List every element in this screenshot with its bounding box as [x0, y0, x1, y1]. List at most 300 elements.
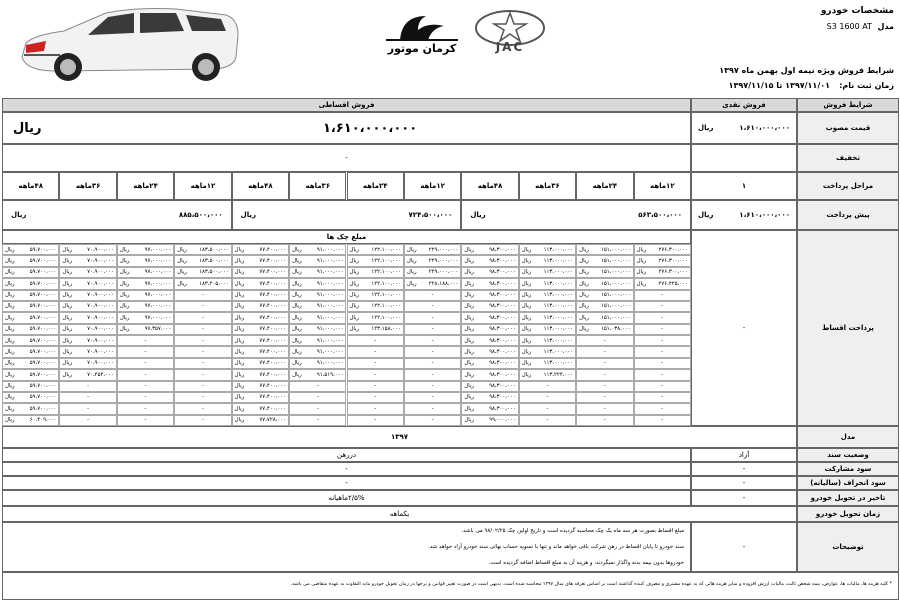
rial-unit: ریال	[349, 280, 360, 287]
empty-dash: -	[431, 326, 434, 333]
rial-unit: ریال	[636, 257, 647, 264]
cheque-amount: ۹۷،۰۰۰،۰۰۰	[144, 280, 172, 287]
cheque-amount: ۷۷،۴۰۰،۰۰۰	[259, 292, 287, 298]
cheque-amount: ۱۲۲،۱۰۰،۰۰۰	[371, 314, 401, 321]
cheque-amount: ۷۰،۹۰۰،۰۰۰	[87, 246, 114, 253]
empty-dash: -	[374, 383, 377, 389]
cheque-amount: ۹۱،۰۰۰،۰۰۰	[316, 269, 344, 276]
rial-unit: ریال	[5, 371, 15, 378]
month-option: ۱۲ماهه	[174, 172, 231, 200]
cheque-cell	[634, 346, 691, 357]
month-option: ۴۸ماهه	[232, 172, 289, 200]
rial-unit: ریال	[406, 280, 417, 287]
cheque-amount: ۹۸،۳۰۰،۰۰۰	[489, 394, 516, 401]
cheque-cell	[519, 346, 576, 357]
cheque-amount: ۱۱۳،۰۰۰،۰۰۰	[543, 246, 574, 253]
cheque-amount: ۱۱۳،۰۰۰،۰۰۰	[543, 360, 574, 367]
cheque-cell	[59, 278, 116, 289]
rial-unit: ریال	[292, 269, 302, 276]
cheque-cell	[289, 346, 346, 357]
cheque-cell	[347, 312, 404, 323]
cheque-amount: ۱۵۱،۰۰۰،۰۰۰	[601, 303, 631, 310]
cheque-amount: ۱۱۳،۰۰۰،۰۰۰	[543, 269, 574, 276]
empty-dash: -	[201, 348, 204, 355]
cheque-cell	[576, 301, 633, 312]
cheque-cell	[59, 312, 116, 323]
cheque-cell	[174, 267, 231, 278]
approved-price-label: قیمت مصوب	[797, 112, 899, 144]
cheque-cell	[117, 346, 174, 357]
cheque-cell	[461, 255, 518, 266]
cheque-amount: ۹۷،۰۰۰،۰۰۰	[144, 269, 172, 276]
cheque-cell	[59, 324, 116, 335]
cheque-amount: ۱۲۲،۱۰۰،۰۰۰	[371, 257, 401, 264]
cheque-cell	[634, 301, 691, 312]
cheque-amount: ۷۷،۴۰۰،۰۰۰	[259, 337, 287, 344]
cheque-cell	[347, 278, 404, 289]
empty-dash: -	[144, 360, 147, 367]
cheque-amount: ۱۱۳،۰۰۰،۰۰۰	[543, 257, 574, 264]
cheque-amount: ۶۰،۴۰۹،۰۰۰	[29, 417, 57, 424]
prepay-value: ۵۶۳،۵۰۰،۰۰۰	[638, 211, 682, 219]
cheque-cell	[461, 301, 518, 312]
cheque-cell	[2, 358, 59, 369]
cheque-cell	[404, 255, 461, 266]
cheque-amount: ۱۱۳،۰۰۰،۰۰۰	[543, 326, 574, 333]
cheque-cell	[404, 312, 461, 323]
notes-cash: -	[691, 522, 797, 572]
rial-unit: ریال	[579, 280, 589, 287]
cheque-cell	[2, 392, 59, 403]
empty-dash: -	[431, 292, 434, 298]
cheque-amount: ۲۷۶،۳۰۰،۰۰۰	[658, 257, 688, 264]
cheque-amount: ۷۷،۴۰۰،۰۰۰	[259, 314, 287, 321]
rial-unit: ریال	[521, 269, 532, 276]
rial-unit: ریال	[464, 383, 474, 389]
installment-price-cell	[2, 112, 691, 144]
cheque-amount: ۱۲۲،۱۰۰،۰۰۰	[371, 269, 401, 276]
cheque-cell	[404, 346, 461, 357]
cheque-amount: ۹۸،۳۰۰،۰۰۰	[489, 246, 516, 253]
rial-unit: ریال	[349, 303, 360, 310]
delivery-value: یکماهه	[2, 506, 797, 522]
cheque-cell	[576, 312, 633, 323]
cheque-cell	[461, 312, 518, 323]
rial-unit: ریال	[5, 314, 15, 321]
cheque-cell	[404, 278, 461, 289]
cheque-amount: ۷۷،۴۰۰،۰۰۰	[259, 257, 287, 264]
cheque-amount: ۵۹،۷۰۰،۰۰۰	[29, 257, 57, 264]
cheque-cell	[576, 335, 633, 346]
empty-dash: -	[201, 383, 204, 389]
rial-unit: ریال	[234, 314, 245, 321]
empty-dash: -	[201, 337, 204, 344]
cheque-amount: ۹۱،۰۰۰،۰۰۰	[316, 348, 344, 355]
cheque-amount: ۹۸،۳۰۰،۰۰۰	[489, 371, 516, 378]
cheque-cell	[519, 267, 576, 278]
cheque-amount: ۱۲۲،۱۰۰،۰۰۰	[371, 303, 401, 310]
cheque-cell	[289, 301, 346, 312]
empty-dash: -	[201, 314, 204, 321]
cheque-cell	[347, 255, 404, 266]
rial-unit: ریال	[464, 348, 474, 355]
doc-status-label: وضعیت سند	[797, 448, 899, 462]
cheque-cell	[59, 392, 116, 403]
cheque-cell	[117, 278, 174, 289]
cheque-cell	[347, 267, 404, 278]
prepay-value: ۷۲۴،۵۰۰،۰۰۰	[408, 211, 453, 219]
cheque-cell	[59, 255, 116, 266]
cheque-amount: ۹۸،۳۰۰،۰۰۰	[489, 257, 516, 264]
cash-price-cell	[691, 112, 797, 144]
rial-unit: ریال	[521, 337, 532, 344]
cheque-amount: ۱۱۳،۰۰۰،۰۰۰	[543, 314, 574, 321]
delay-cash: -	[691, 490, 797, 506]
cheque-amount: ۷۷،۴۰۰،۰۰۰	[259, 303, 287, 310]
installment-price: ۱،۶۱۰،۰۰۰،۰۰۰	[323, 121, 418, 136]
cheque-amount: ۹۷،۰۰۰،۰۰۰	[144, 257, 172, 264]
empty-dash: -	[144, 348, 147, 355]
cheque-amount: ۲۲۹،۰۰۰،۰۰۰	[428, 269, 459, 276]
empty-dash: -	[144, 405, 147, 412]
cheque-amount: ۱۸۳،۵۰۰،۰۰۰	[199, 269, 229, 276]
rial-unit: ریال	[470, 211, 486, 219]
rial-unit: ریال	[62, 246, 73, 253]
cheque-cell	[117, 244, 174, 255]
rial-unit: ریال	[464, 337, 474, 344]
rial-unit: ریال	[62, 348, 73, 355]
cheque-cell	[634, 290, 691, 301]
cheque-cell	[576, 267, 633, 278]
empty-dash: -	[603, 360, 606, 367]
cheque-cell	[461, 290, 518, 301]
cheque-cell	[461, 381, 518, 392]
cheque-amount: ۷۰،۹۰۰،۰۰۰	[87, 326, 114, 333]
cheque-cell	[174, 381, 231, 392]
cheque-amount: ۹۸،۳۰۰،۰۰۰	[489, 360, 516, 367]
col-cash-header: فروش نقدی	[691, 98, 797, 112]
cheque-amount: ۵۹،۷۰۰،۰۰۰	[29, 280, 57, 287]
cheque-cell	[2, 255, 59, 266]
rial-unit: ریال	[119, 246, 130, 253]
rial-unit: ریال	[698, 211, 714, 219]
cheque-amount: ۹۷،۰۰۰،۰۰۰	[144, 303, 172, 310]
cheque-cell	[232, 244, 289, 255]
cheque-cell	[2, 301, 59, 312]
cheque-amount: ۷۰،۹۰۰،۰۰۰	[87, 314, 114, 321]
prepay-group-cell	[232, 200, 462, 230]
rial-unit: ریال	[62, 360, 73, 367]
cheque-amount: ۹۱،۵۱۹،۰۰۰	[316, 371, 344, 378]
empty-dash: -	[374, 417, 377, 424]
cheque-cell	[576, 346, 633, 357]
empty-dash: -	[431, 303, 434, 310]
empty-dash: -	[374, 394, 377, 401]
cheque-cell	[232, 346, 289, 357]
cheque-cell	[634, 312, 691, 323]
cheque-cell	[576, 381, 633, 392]
cash-prepay-cell	[691, 200, 797, 230]
cheque-cell	[59, 267, 116, 278]
empty-dash: -	[661, 383, 664, 389]
doc-status-installment: دررهن	[2, 448, 691, 462]
empty-dash: -	[316, 394, 319, 401]
cheque-cell	[174, 369, 231, 380]
cheque-cell	[232, 369, 289, 380]
cheque-cell	[404, 324, 461, 335]
rial-unit: ریال	[5, 360, 15, 367]
cheque-amount: ۹۱،۰۰۰،۰۰۰	[316, 303, 344, 310]
empty-dash: -	[546, 394, 549, 401]
rial-unit: ریال	[349, 269, 360, 276]
cheque-cell	[519, 369, 576, 380]
rial-unit: ریال	[349, 257, 360, 264]
empty-dash: -	[431, 360, 434, 367]
cheque-cell	[117, 392, 174, 403]
installments-cash: -	[691, 230, 797, 426]
month-option: ۴۸ماهه	[461, 172, 518, 200]
rial-unit: ریال	[579, 246, 589, 253]
empty-dash: -	[603, 337, 606, 344]
cheque-amount: ۲۷۶،۴۲۵،۰۰۰	[658, 280, 688, 287]
rial-unit: ریال	[464, 360, 474, 367]
cheque-cell	[59, 244, 116, 255]
cheque-cell	[519, 312, 576, 323]
empty-dash: -	[144, 417, 147, 424]
empty-dash: -	[201, 405, 204, 412]
cheque-amount: ۲۷۶،۳۰۰،۰۰۰	[658, 246, 688, 253]
cheque-amount: ۲۷۶،۳۰۰،۰۰۰	[658, 269, 688, 276]
cheque-cell	[404, 358, 461, 369]
cheque-cell	[174, 324, 231, 335]
rial-unit: ریال	[62, 337, 73, 344]
cheque-cell	[2, 324, 59, 335]
cheque-cell	[634, 255, 691, 266]
cheque-cell	[634, 278, 691, 289]
cheque-cell	[347, 358, 404, 369]
cheque-cell	[576, 255, 633, 266]
cheque-cell	[289, 415, 346, 426]
cheque-cell	[232, 324, 289, 335]
cheque-cell	[519, 290, 576, 301]
empty-dash: -	[546, 405, 549, 412]
cheque-cell	[347, 346, 404, 357]
installment-discount: -	[2, 144, 691, 172]
empty-dash: -	[431, 337, 434, 344]
rial-unit: ریال	[636, 269, 647, 276]
cheque-amount: ۹۸،۳۰۰،۰۰۰	[489, 280, 516, 287]
rial-unit: ریال	[521, 360, 532, 367]
cheque-cell	[461, 415, 518, 426]
cheque-amount: ۵۹،۷۰۰،۰۰۰	[29, 405, 57, 412]
rial-unit: ریال	[292, 314, 302, 321]
cheque-cell	[404, 415, 461, 426]
rial-unit: ریال	[62, 314, 73, 321]
cheque-cell	[232, 381, 289, 392]
cheque-cell	[232, 290, 289, 301]
cheque-cell	[2, 290, 59, 301]
partner-profit-label: سود مشارکت	[797, 462, 899, 476]
empty-dash: -	[201, 292, 204, 298]
cheque-amount: ۱۱۳،۰۰۰،۰۰۰	[543, 303, 574, 310]
cheque-amount: ۲۲۸،۱۸۸،۰۰۰	[428, 280, 459, 287]
cheque-amount: ۱۱۳،۲۲۴،۰۰۰	[543, 371, 574, 378]
cheque-cell	[634, 381, 691, 392]
empty-dash: -	[374, 360, 377, 367]
partner-profit-cash: -	[691, 462, 797, 476]
rial-unit: ریال	[234, 360, 245, 367]
rial-unit: ریال	[579, 257, 589, 264]
cheque-amount: ۹۱،۰۰۰،۰۰۰	[316, 246, 344, 253]
cheque-amount: ۹۱،۰۰۰،۰۰۰	[316, 337, 344, 344]
rial-unit: ریال	[62, 326, 73, 333]
rial-unit: ریال	[62, 292, 73, 298]
cheque-cell	[289, 324, 346, 335]
partner-profit-installment: -	[2, 462, 691, 476]
cheque-amount: ۹۱،۰۰۰،۰۰۰	[316, 280, 344, 287]
prepay-label: پیش پرداخت	[797, 200, 899, 230]
cheque-cell	[174, 403, 231, 414]
empty-dash: -	[87, 405, 90, 412]
cheque-cell	[174, 392, 231, 403]
rial-unit: ریال	[234, 257, 245, 264]
empty-dash: -	[603, 394, 606, 401]
rial-unit: ریال	[234, 280, 245, 287]
rial-unit: ریال	[234, 292, 245, 298]
model-value: S3 1600 AT	[826, 22, 872, 31]
cheque-cell	[232, 335, 289, 346]
rial-unit: ریال	[521, 246, 532, 253]
rial-unit: ریال	[234, 326, 245, 333]
rial-unit: ریال	[5, 417, 15, 424]
col-installment-header: فروش اقساطی	[2, 98, 691, 112]
rial-unit: ریال	[464, 257, 474, 264]
cheque-amount: ۱۲۲،۱۰۰،۰۰۰	[371, 292, 401, 298]
rial-unit: ریال	[5, 269, 15, 276]
cheque-cell	[2, 278, 59, 289]
cheque-cell	[232, 255, 289, 266]
rial-unit: ریال	[521, 303, 532, 310]
cheque-cell	[117, 255, 174, 266]
empty-dash: -	[661, 417, 664, 424]
rial-unit: ریال	[234, 246, 245, 253]
rial-unit: ریال	[62, 280, 73, 287]
cheque-cell	[232, 358, 289, 369]
cheque-cell	[519, 415, 576, 426]
rial-unit: ریال	[5, 383, 15, 389]
rial-unit: ریال	[579, 303, 589, 310]
rial-unit: ریال	[5, 292, 15, 298]
cheque-cell	[461, 358, 518, 369]
rial-unit: ریال	[579, 269, 589, 276]
cheque-cell	[634, 267, 691, 278]
cheque-amount: ۵۹،۷۰۰،۰۰۰	[29, 314, 57, 321]
cheque-amount: ۷۰،۹۰۰،۰۰۰	[87, 348, 114, 355]
cheque-amount: ۱۱۳،۰۰۰،۰۰۰	[543, 292, 574, 298]
rial-unit: ریال	[521, 371, 532, 378]
jac-logo-text: JAC	[495, 40, 525, 54]
rial-unit: ریال	[292, 257, 302, 264]
cheque-amount: ۵۹،۷۰۰،۰۰۰	[29, 269, 57, 276]
cheque-amount: ۷۷،۴۰۰،۰۰۰	[259, 326, 287, 333]
rial-unit: ریال	[579, 292, 589, 298]
rial-unit: ریال	[292, 371, 302, 378]
note-line: مبلغ اقساط بصورت هر سه ماه یک چک محاسبه گردیده است و تاریخ اولین چک ۹۸/۰۲/۲۵ می باشد.	[461, 528, 684, 534]
rial-unit: ریال	[234, 394, 245, 401]
cheque-amount: ۹۸،۳۰۰،۰۰۰	[489, 405, 516, 412]
cheque-amount: ۹۱،۰۰۰،۰۰۰	[316, 257, 344, 264]
cheque-cell	[461, 335, 518, 346]
cheque-cell	[404, 301, 461, 312]
rial-unit: ریال	[5, 246, 15, 253]
rial-unit: ریال	[636, 246, 647, 253]
month-option: ۲۴ماهه	[576, 172, 633, 200]
cheque-cell	[519, 392, 576, 403]
empty-dash: -	[661, 371, 664, 378]
deviation-installment: -	[2, 476, 691, 490]
cheque-cell	[576, 324, 633, 335]
cheque-amount: ۷۰،۹۰۰،۰۰۰	[87, 292, 114, 298]
cheque-cell	[576, 290, 633, 301]
cheque-amount: ۱۵۱،۰۳۸،۰۰۰	[601, 326, 631, 333]
cheque-amount: ۵۹،۷۰۰،۰۰۰	[29, 303, 57, 310]
cheque-amount: ۱۵۱،۰۰۰،۰۰۰	[601, 314, 631, 321]
cheque-cell	[289, 267, 346, 278]
cheque-cell	[2, 335, 59, 346]
rial-unit: ریال	[234, 405, 245, 412]
rial-unit: ریال	[177, 246, 187, 253]
rial-unit: ریال	[698, 124, 714, 132]
cheque-cell	[404, 381, 461, 392]
cheque-cell	[117, 403, 174, 414]
rial-unit: ریال	[292, 348, 302, 355]
rial-unit: ریال	[521, 314, 532, 321]
empty-dash: -	[144, 394, 147, 401]
empty-dash: -	[201, 394, 204, 401]
empty-dash: -	[603, 383, 606, 389]
rial-unit: ریال	[636, 280, 647, 287]
cheque-cell	[289, 403, 346, 414]
cheque-cell	[174, 312, 231, 323]
rial-unit: ریال	[240, 211, 257, 219]
cheque-cell	[117, 324, 174, 335]
rial-unit: ریال	[11, 211, 27, 219]
cheque-cell	[289, 278, 346, 289]
cheque-amount: ۱۲۲،۱۰۰،۰۰۰	[371, 246, 401, 253]
rial-unit: ریال	[464, 246, 474, 253]
cheque-amount: ۷۷،۴۰۰،۰۰۰	[259, 348, 287, 355]
cheque-cell	[347, 392, 404, 403]
cheque-cell	[634, 358, 691, 369]
rial-unit: ریال	[292, 303, 302, 310]
rial-unit: ریال	[521, 280, 532, 287]
cheque-amount: ۹۷،۰۰۰،۰۰۰	[144, 292, 172, 298]
cheque-amount: ۱۸۳،۴۰۵،۰۰۰	[199, 280, 229, 287]
empty-dash: -	[431, 383, 434, 389]
cheque-amount: ۵۹،۷۰۰،۰۰۰	[29, 394, 57, 401]
cheque-amount: ۹۷،۰۰۰،۰۰۰	[144, 314, 172, 321]
cheque-cell	[347, 290, 404, 301]
cheque-amount: ۹۸،۳۰۰،۰۰۰	[489, 292, 516, 298]
cheque-amount: ۷۷،۴۰۰،۰۰۰	[259, 280, 287, 287]
cheque-amount: ۹۹،۰۰۰،۰۰۰	[489, 417, 516, 424]
cheque-cell	[634, 392, 691, 403]
cheque-cell	[59, 415, 116, 426]
rial-unit: ریال	[292, 280, 302, 287]
rial-unit: ریال	[464, 394, 474, 401]
cheque-cell	[634, 324, 691, 335]
note-line: سند خودرو تا پایان اقساط در رهن شرکت باقی خواهد ماند و تنها با تسویه حساب نهائی سند خودرو آزاد خواهد شد.	[428, 544, 684, 550]
